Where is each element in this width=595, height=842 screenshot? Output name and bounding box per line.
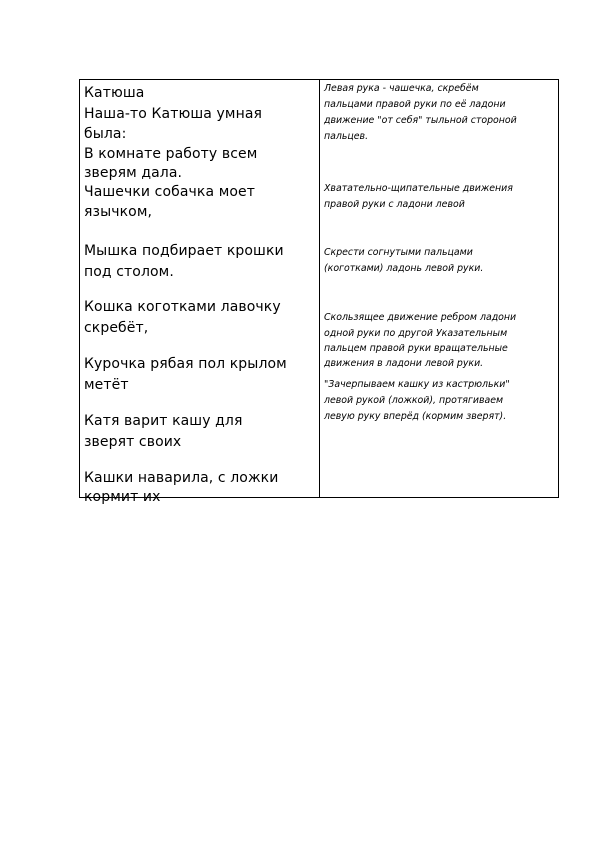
rhyme-line: скребёт, bbox=[84, 320, 149, 336]
instruction-line: Хватательно-щипательные движения bbox=[324, 183, 513, 194]
instruction-line: пальцев. bbox=[324, 131, 369, 142]
rhyme-line: язычком, bbox=[84, 204, 153, 220]
instruction-line: пальцами правой руки по её ладони bbox=[324, 99, 506, 110]
column-divider bbox=[319, 80, 320, 497]
rhyme-line: Чашечки собачка моет bbox=[84, 184, 256, 200]
instruction-line: (коготками) ладонь левой руки. bbox=[324, 263, 484, 274]
instruction-line: Скользящее движение ребром ладони bbox=[324, 312, 517, 323]
rhyme-line: Мышка подбирает крошки bbox=[84, 243, 284, 259]
rhyme-line: кормит их bbox=[84, 489, 161, 505]
instruction-line: одной руки по другой Указательным bbox=[324, 328, 508, 339]
rhyme-line: В комнате работу всем bbox=[84, 146, 258, 162]
instruction-line: левой рукой (ложкой), протягиваем bbox=[324, 395, 504, 406]
instruction-line: Левая рука - чашечка, скребём bbox=[324, 83, 479, 94]
rhyme-line: Катя варит кашу для bbox=[84, 413, 243, 429]
instruction-line: "Зачерпываем кашку из кастрюльки" bbox=[324, 379, 510, 390]
instruction-line: пальцем правой руки вращательные bbox=[324, 343, 508, 354]
rhyme-line: зверят своих bbox=[84, 434, 182, 450]
instruction-line: Скрести согнутыми пальцами bbox=[324, 247, 473, 258]
instruction-line: левую руку вперёд (кормим зверят). bbox=[324, 411, 507, 422]
rhyme-line: Кошка коготками лавочку bbox=[84, 299, 281, 315]
rhyme-line: была: bbox=[84, 126, 127, 142]
rhyme-table bbox=[79, 79, 559, 505]
rhyme-line: Курочка рябая пол крылом bbox=[84, 356, 287, 372]
rhyme-title: Катюша bbox=[84, 85, 145, 101]
instruction-line: движение "от себя" тыльной стороной bbox=[324, 115, 517, 126]
instruction-line: правой руки с ладони левой bbox=[324, 199, 465, 210]
rhyme-line: зверям дала. bbox=[84, 165, 183, 181]
instruction-line: движения в ладони левой руки. bbox=[324, 358, 484, 369]
rhyme-line: Наша-то Катюша умная bbox=[84, 106, 263, 122]
rhyme-line: под столом. bbox=[84, 264, 174, 280]
rhyme-line: Кашки наварила, с ложки bbox=[84, 470, 279, 486]
rhyme-line: метёт bbox=[84, 377, 129, 393]
